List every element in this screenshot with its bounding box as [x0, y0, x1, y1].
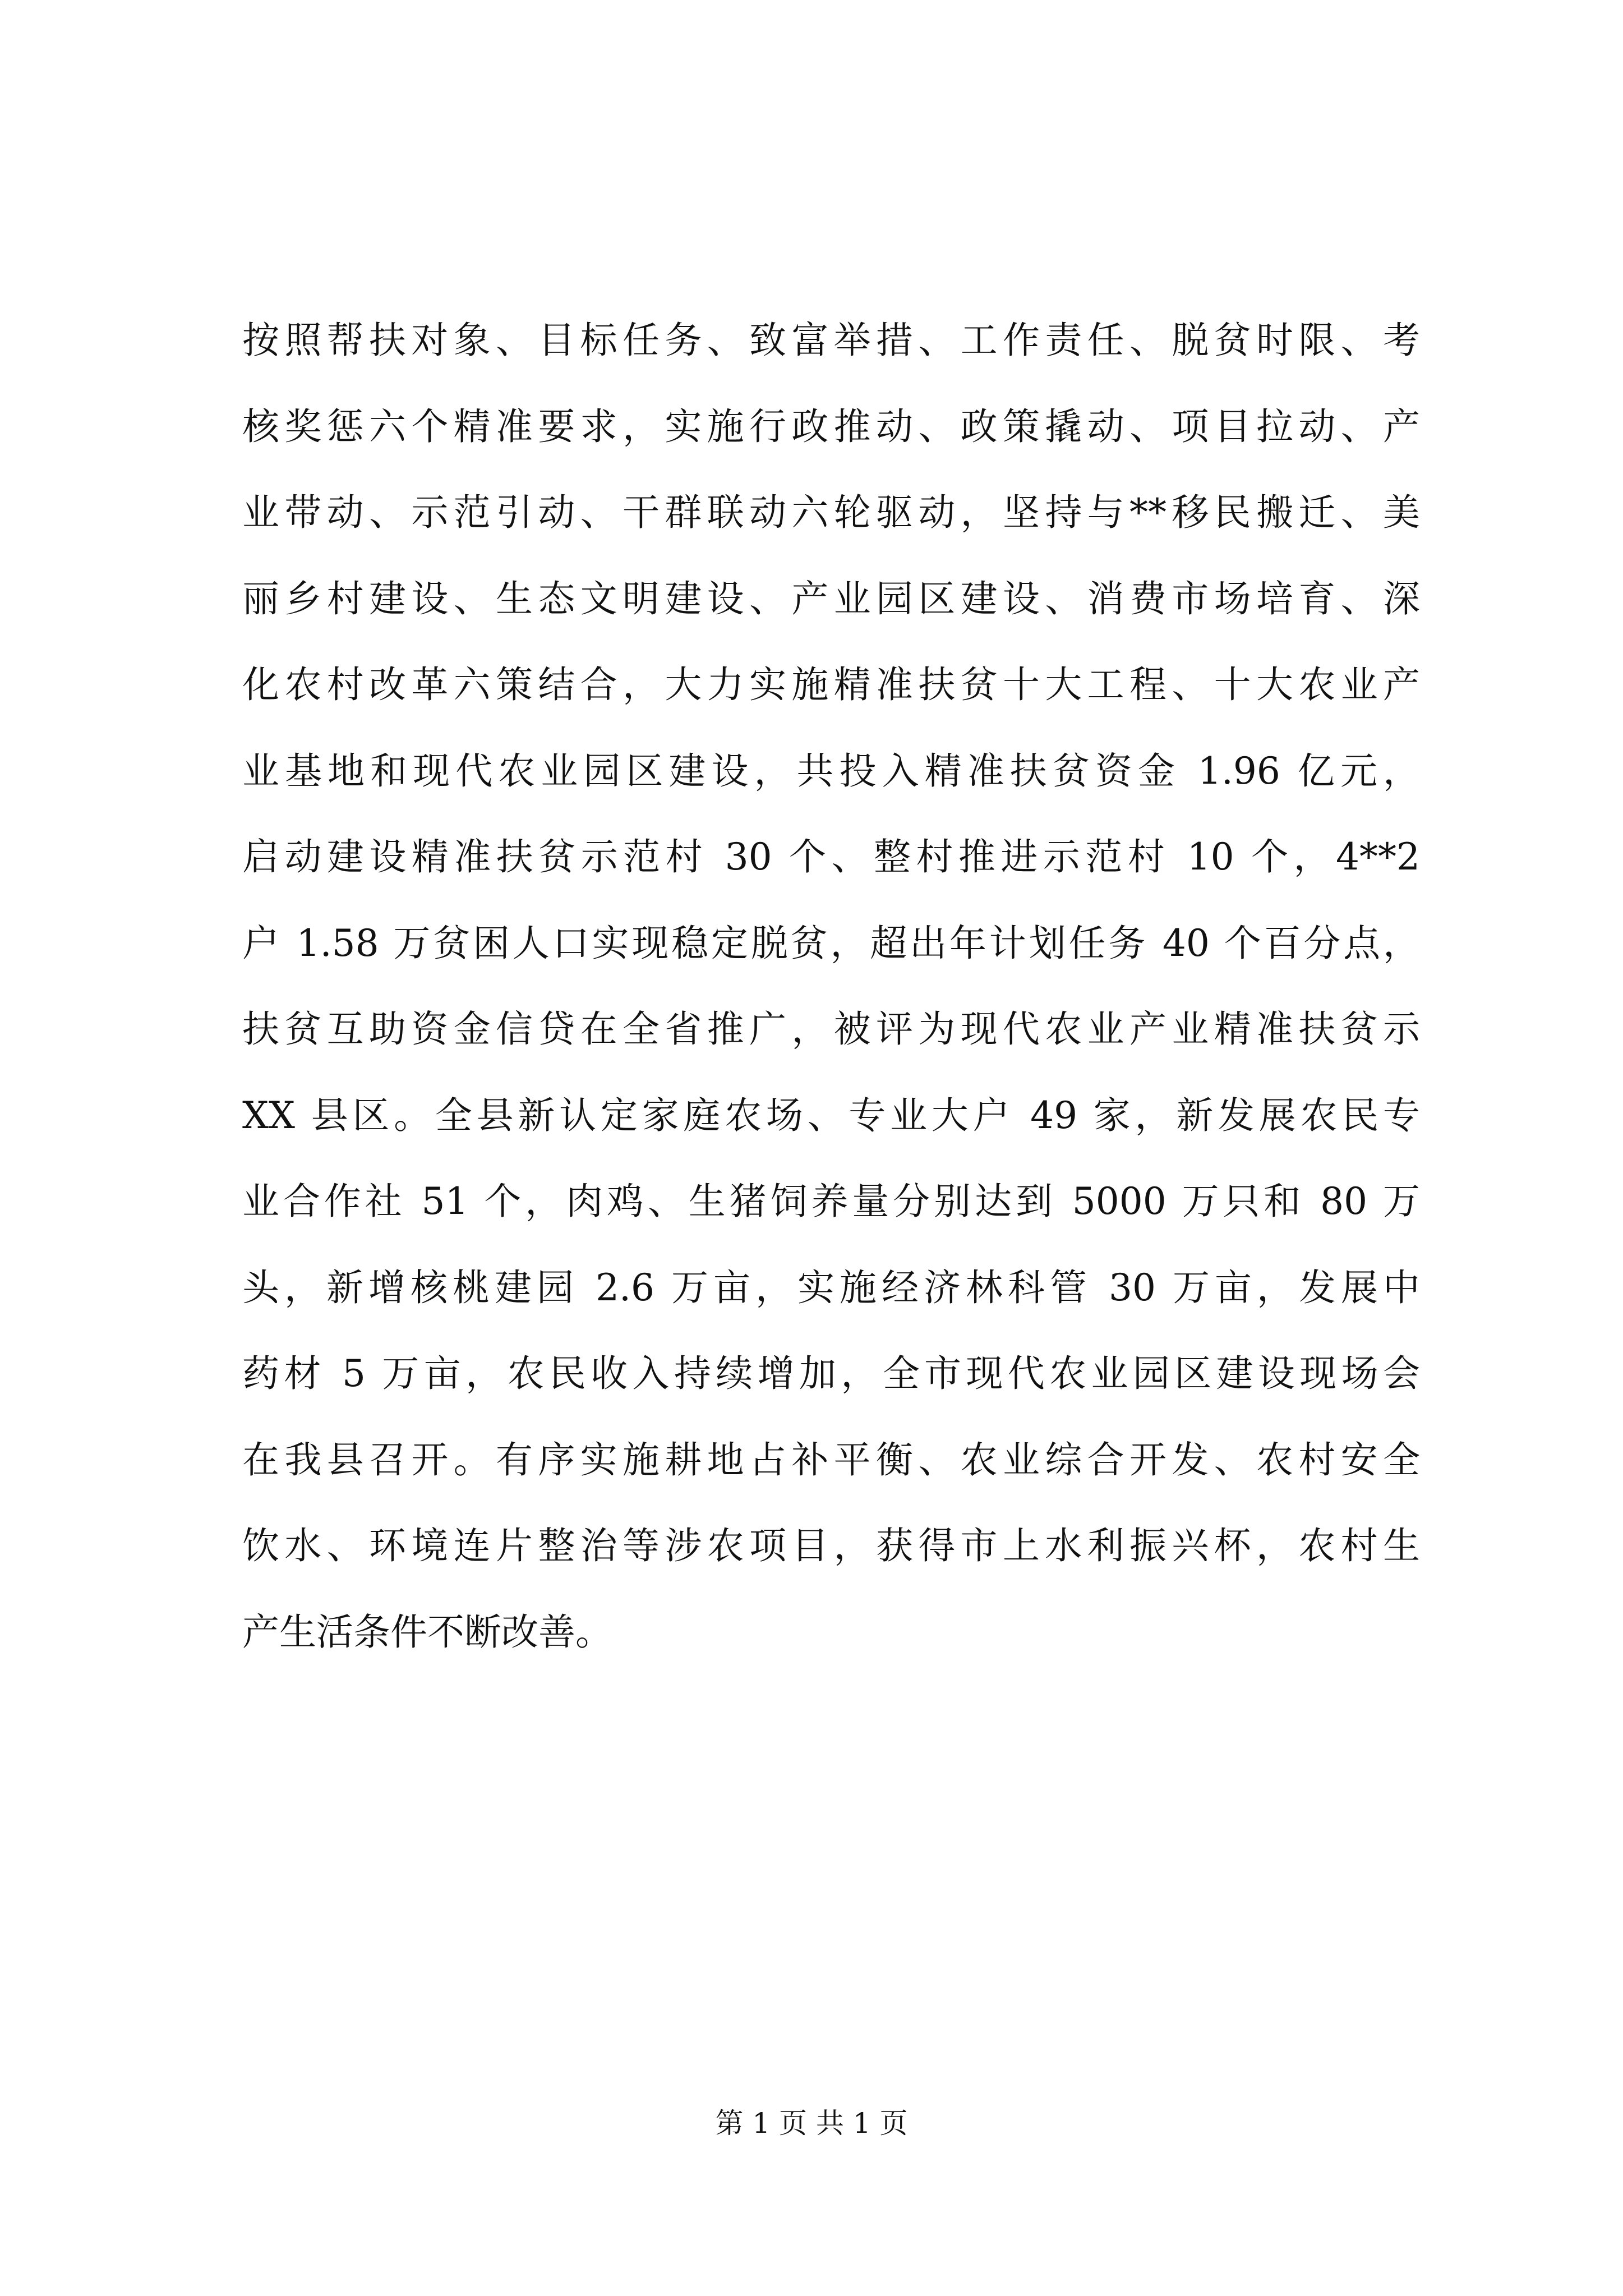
text-line: 化农村改革六策结合，大力实施精准扶贫十大工程、十大农业产	[242, 663, 1420, 706]
text-line: 核奖惩六个精准要求，实施行政推动、政策撬动、项目拉动、产	[242, 404, 1420, 448]
text-line: 头，新增核桃建园 2.6 万亩，实施经济林科管 30 万亩，发展中	[242, 1266, 1420, 1309]
text-line: 业带动、示范引动、干群联动六轮驱动，坚持与**移民搬迁、美	[242, 491, 1420, 534]
text-line: 扶贫互助资金信贷在全省推广，被评为现代农业产业精准扶贫示	[242, 1007, 1420, 1051]
text-line: 产生活条件不断改善。	[242, 1610, 612, 1654]
text-line: 业合作社 51 个，肉鸡、生猪饲养量分别达到 5000 万只和 80 万	[242, 1180, 1420, 1223]
text-line: 启动建设精准扶贫示范村 30 个、整村推进示范村 10 个，4**2	[242, 835, 1420, 878]
body-paragraph	[242, 297, 1420, 1675]
page-number-footer: 第 1 页 共 1 页	[715, 2107, 908, 2139]
text-line: 业基地和现代农业园区建设，共投入精准扶贫资金 1.96 亿元，	[242, 749, 1420, 793]
text-line: XX 县区。全县新认定家庭农场、专业大户 49 家，新发展农民专	[242, 1093, 1420, 1137]
text-line: 在我县召开。有序实施耕地占补平衡、农业综合开发、农村安全	[242, 1438, 1420, 1481]
text-line: 户 1.58 万贫困人口实现稳定脱贫，超出年计划任务 40 个百分点，	[242, 921, 1420, 965]
text-line: 饮水、环境连片整治等涉农项目，获得市上水利振兴杯，农村生	[242, 1524, 1420, 1567]
text-line: 丽乡村建设、生态文明建设、产业园区建设、消费市场培育、深	[242, 577, 1420, 620]
text-line: 药材 5 万亩，农民收入持续增加，全市现代农业园区建设现场会	[242, 1352, 1420, 1395]
text-line: 按照帮扶对象、目标任务、致富举措、工作责任、脱贫时限、考	[242, 319, 1420, 362]
